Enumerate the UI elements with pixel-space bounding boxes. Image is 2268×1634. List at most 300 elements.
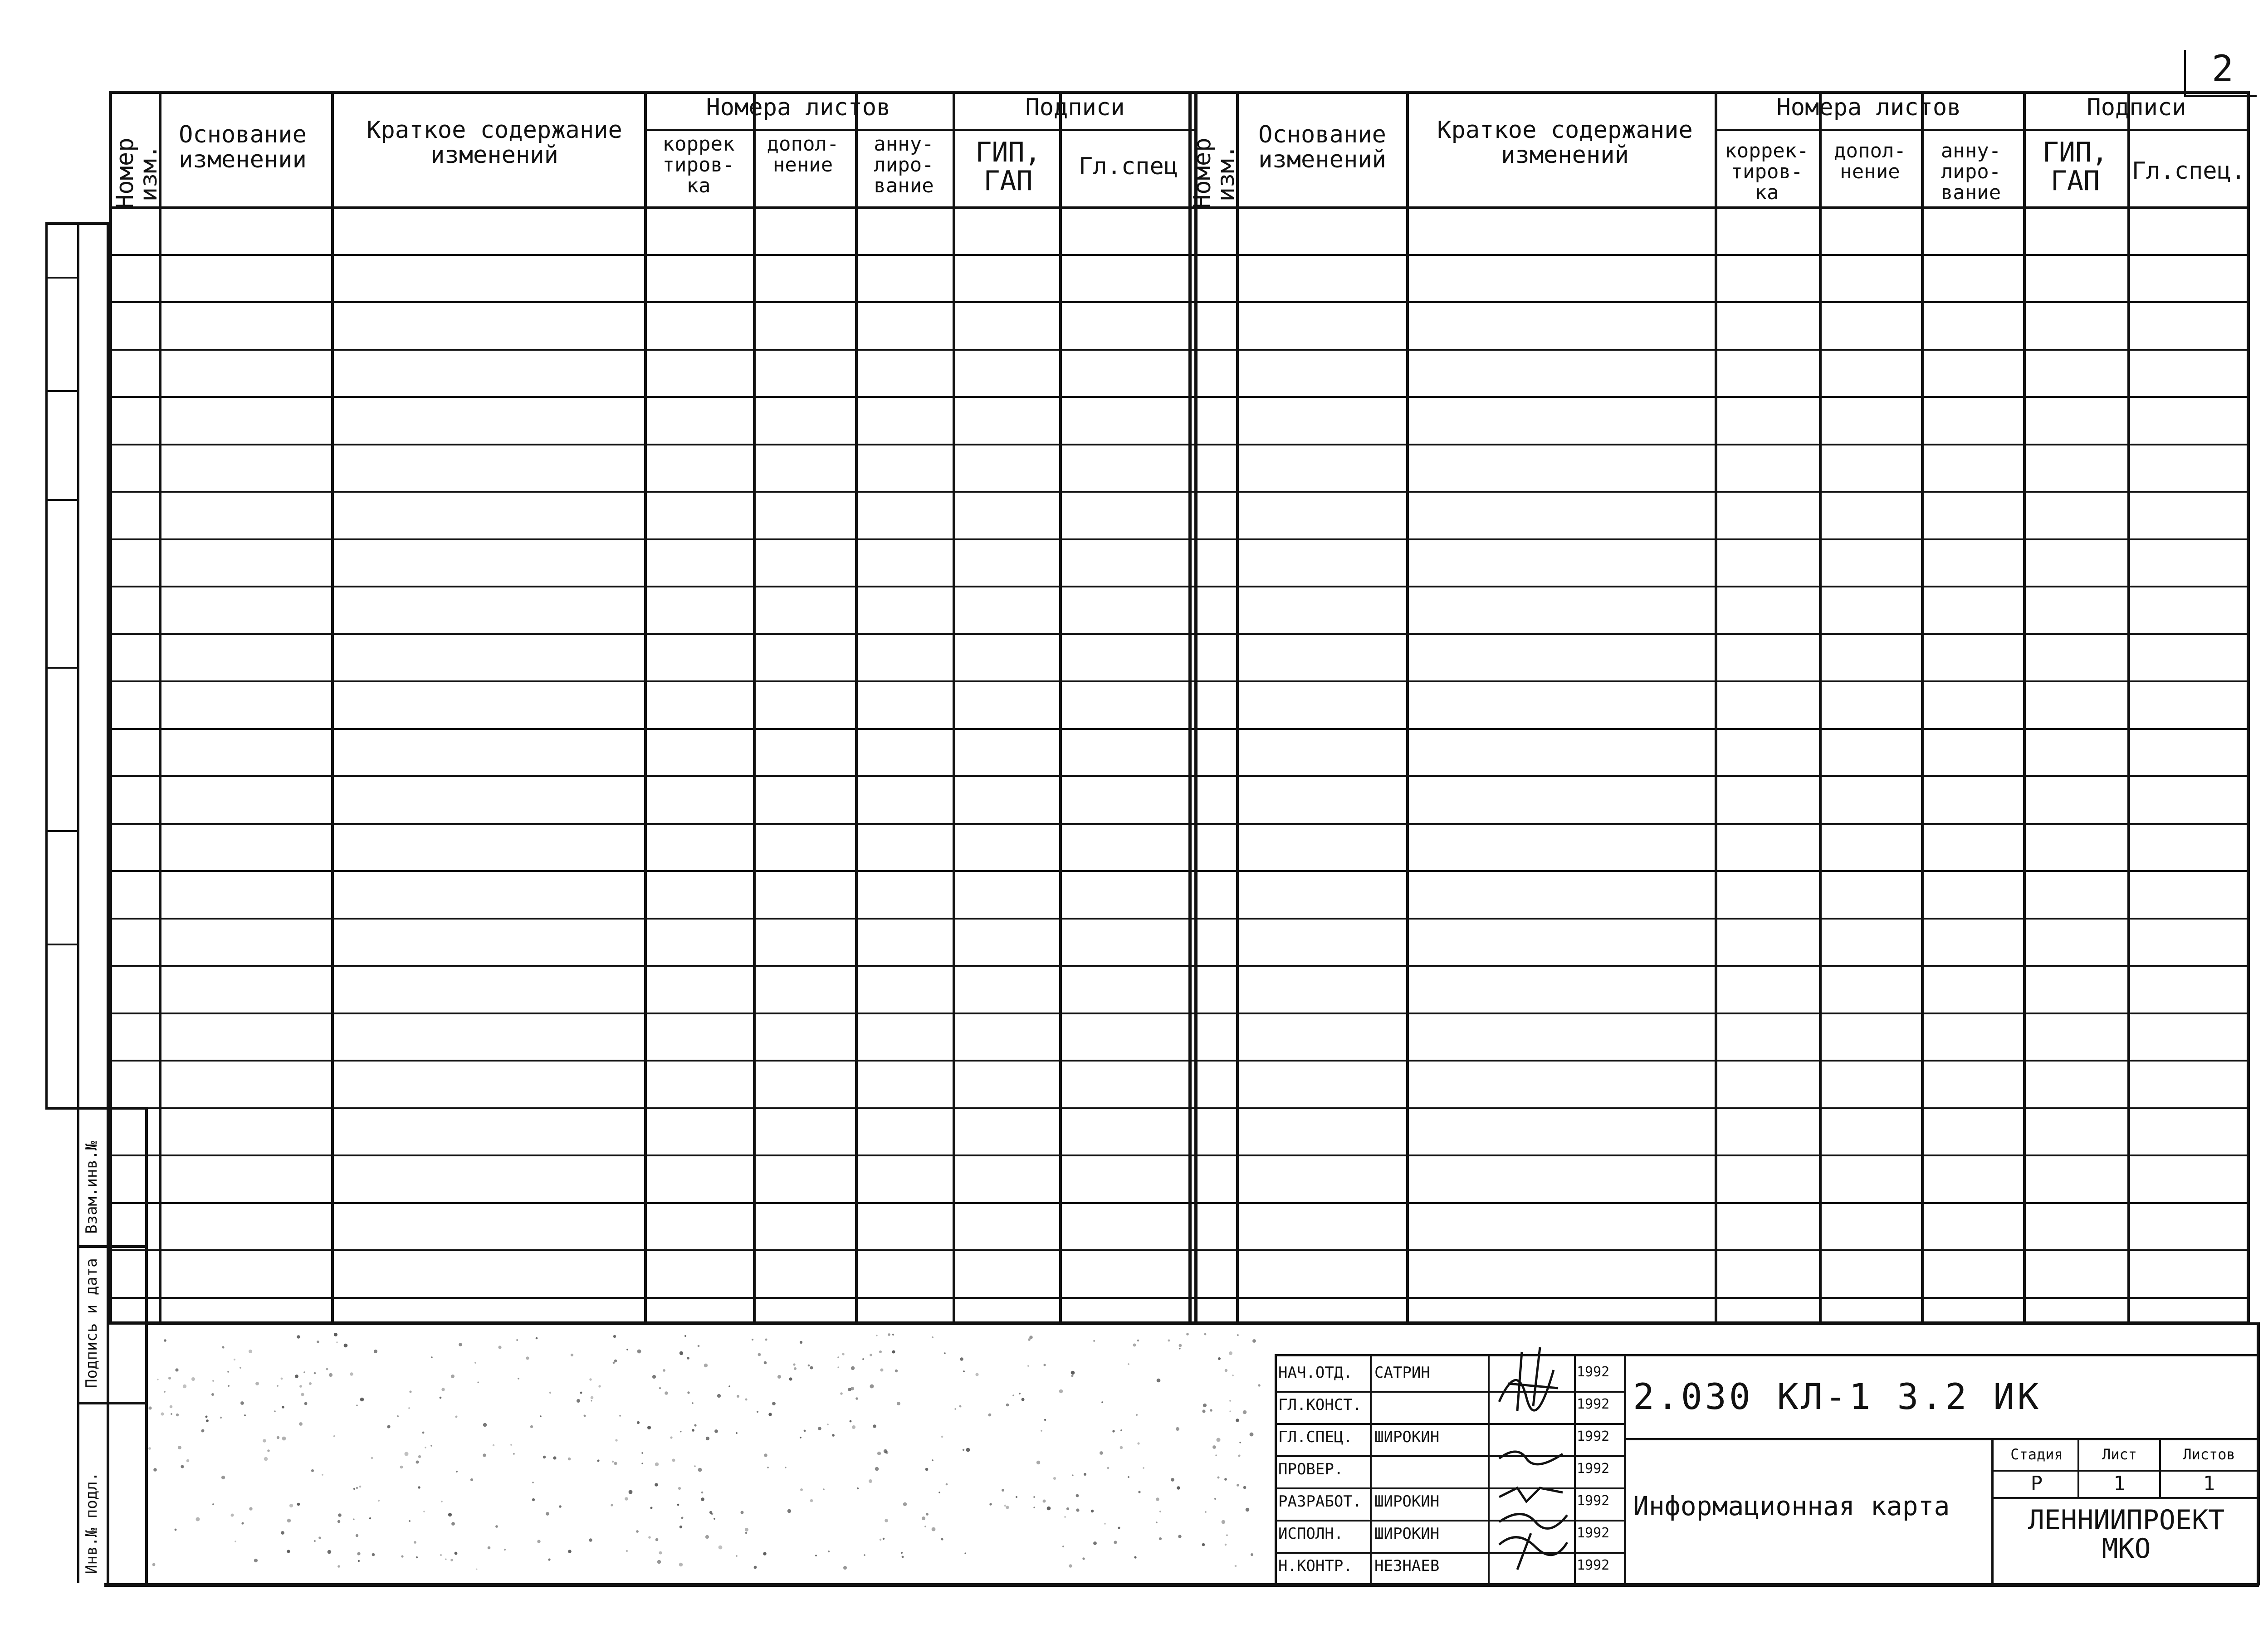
staff-name: НЕЗНАЕВ — [1374, 1557, 1440, 1575]
scan-speck — [1252, 1339, 1256, 1343]
scan-speck — [327, 1550, 332, 1554]
scan-speck — [157, 1379, 158, 1380]
scan-speck — [287, 1550, 290, 1553]
scan-speck — [441, 1501, 442, 1502]
scan-speck — [1202, 1409, 1205, 1413]
scan-speck — [1114, 1541, 1117, 1544]
left-header-signatures: Подписи — [1025, 94, 1125, 121]
scan-speck — [903, 1502, 907, 1506]
title-block-sheet-value: 1 — [2113, 1472, 2126, 1495]
scan-speck — [652, 1375, 656, 1379]
scan-speck — [785, 1467, 786, 1468]
title-block-doc-code: 2.030 КЛ-1 3.2 ИК — [1633, 1377, 2042, 1418]
scan-speck — [963, 1449, 964, 1451]
scan-speck — [1229, 1351, 1232, 1355]
scan-speck — [711, 1513, 714, 1515]
scan-speck — [337, 1520, 340, 1523]
scan-speck — [946, 1483, 948, 1486]
scan-speck — [768, 1413, 772, 1416]
scan-speck — [299, 1385, 302, 1388]
scan-speck — [175, 1529, 177, 1531]
scan-speck — [1159, 1511, 1161, 1512]
scan-speck — [1232, 1375, 1234, 1376]
scan-speck — [205, 1416, 208, 1418]
right-header-correction: коррек- тиров- ка — [1725, 139, 1809, 205]
scan-speck — [681, 1517, 684, 1519]
scan-speck — [405, 1452, 409, 1456]
scan-speck — [1064, 1516, 1066, 1517]
staff-name: САТРИН — [1374, 1364, 1430, 1382]
scan-speck — [1022, 1398, 1025, 1401]
scan-speck — [478, 1382, 479, 1383]
scan-speck — [1202, 1543, 1205, 1546]
staff-role: НАЧ.ОТД. — [1278, 1364, 1353, 1382]
scan-speck — [318, 1536, 321, 1539]
scan-speck — [1120, 1446, 1123, 1449]
scan-speck — [745, 1528, 748, 1531]
scan-speck — [637, 1421, 640, 1424]
scan-speck — [800, 1488, 803, 1491]
scan-speck — [1243, 1486, 1246, 1489]
scan-speck — [1227, 1535, 1228, 1536]
scan-speck — [580, 1392, 582, 1394]
scan-speck — [483, 1453, 486, 1457]
scan-speck — [450, 1559, 453, 1561]
scan-speck — [728, 1385, 730, 1387]
right-header-number-text: Номер изм. — [1189, 137, 1240, 209]
scan-speck — [959, 1405, 962, 1408]
scan-speck — [267, 1449, 270, 1452]
scan-speck — [240, 1401, 244, 1405]
scan-speck — [614, 1462, 617, 1465]
left-header-correction: коррек тиров- ка — [662, 132, 735, 198]
scan-speck — [1053, 1477, 1056, 1480]
scan-speck — [924, 1526, 926, 1527]
scan-speck — [1239, 1442, 1241, 1443]
scan-speck — [281, 1378, 283, 1380]
scan-speck — [932, 1527, 936, 1531]
scan-speck — [1059, 1389, 1063, 1394]
scan-speck — [1215, 1454, 1217, 1456]
scan-speck — [885, 1519, 888, 1522]
scan-speck — [698, 1345, 700, 1347]
scan-speck — [1069, 1564, 1072, 1568]
staff-name: ШИРОКИН — [1374, 1492, 1440, 1511]
title-block-stage-label: Стадия — [2010, 1446, 2063, 1463]
staff-date: 1992 — [1577, 1396, 1610, 1412]
staff-date: 1992 — [1577, 1525, 1610, 1541]
scan-speck — [357, 1552, 360, 1555]
scan-speck — [170, 1405, 173, 1409]
scan-speck — [504, 1549, 506, 1551]
scan-speck — [498, 1345, 501, 1349]
staff-date: 1992 — [1577, 1493, 1610, 1509]
scan-speck — [451, 1375, 455, 1378]
scan-speck — [793, 1363, 795, 1365]
title-block-stage-value: Р — [2030, 1472, 2043, 1495]
scan-speck — [220, 1417, 222, 1419]
scan-speck — [356, 1487, 358, 1489]
scan-speck — [387, 1425, 390, 1428]
scan-speck — [1012, 1394, 1014, 1396]
scan-speck — [568, 1550, 572, 1553]
title-block-sheets-value: 1 — [2203, 1472, 2215, 1495]
scan-speck — [842, 1353, 844, 1355]
scan-speck — [650, 1507, 653, 1509]
scan-speck — [895, 1370, 898, 1372]
scan-speck — [543, 1456, 546, 1458]
scan-speck — [1136, 1414, 1138, 1416]
scan-speck — [1250, 1433, 1254, 1437]
scan-speck — [1044, 1419, 1046, 1421]
scan-speck — [418, 1455, 421, 1458]
scan-speck — [1128, 1476, 1129, 1478]
scan-speck — [483, 1423, 487, 1427]
scan-speck — [358, 1560, 360, 1562]
scan-speck — [459, 1343, 462, 1346]
scan-speck — [698, 1468, 702, 1472]
scan-speck — [1002, 1489, 1004, 1492]
scan-speck — [356, 1534, 358, 1537]
scan-speck — [619, 1415, 621, 1417]
scan-speck — [1036, 1461, 1040, 1464]
title-block-sheet-label: Лист — [2102, 1446, 2137, 1463]
scan-speck — [1084, 1473, 1086, 1476]
right-header-signatures: Подписи — [2087, 94, 2186, 121]
scan-speck — [1210, 1409, 1212, 1412]
scan-speck — [470, 1478, 473, 1481]
scan-speck — [350, 1372, 353, 1376]
scan-speck — [546, 1512, 549, 1516]
scan-speck — [1133, 1344, 1136, 1347]
scan-speck — [1104, 1523, 1106, 1525]
scan-speck — [1137, 1340, 1139, 1342]
scan-speck — [513, 1453, 514, 1454]
scan-speck — [714, 1518, 715, 1520]
scan-speck — [409, 1520, 411, 1522]
scan-speck — [240, 1367, 241, 1369]
scan-speck — [1243, 1410, 1247, 1414]
scan-speck — [372, 1553, 375, 1556]
scan-speck — [1237, 1484, 1239, 1487]
scan-speck — [828, 1551, 830, 1552]
scan-speck — [800, 1437, 802, 1438]
scan-speck — [440, 1554, 442, 1556]
scan-speck — [540, 1415, 541, 1417]
scan-speck — [926, 1513, 929, 1516]
scan-speck — [964, 1552, 966, 1554]
scan-speck — [719, 1546, 723, 1550]
scan-speck — [1128, 1363, 1129, 1365]
scan-speck — [553, 1456, 556, 1459]
scan-speck — [655, 1463, 659, 1466]
scan-speck — [304, 1402, 308, 1405]
scan-speck — [925, 1468, 929, 1471]
scan-speck — [1143, 1467, 1144, 1469]
scan-speck — [536, 1337, 538, 1340]
scan-speck — [311, 1469, 314, 1472]
scan-speck — [282, 1437, 286, 1441]
scan-speck — [1072, 1474, 1073, 1476]
scan-speck — [516, 1339, 518, 1340]
scan-speck — [704, 1364, 708, 1367]
scan-speck — [336, 1341, 337, 1343]
scan-speck — [764, 1361, 767, 1365]
staff-role: РАЗРАБОТ. — [1278, 1492, 1362, 1511]
scan-speck — [254, 1559, 258, 1562]
scan-speck — [818, 1427, 821, 1430]
staff-name: ШИРОКИН — [1374, 1525, 1440, 1543]
scan-speck — [1093, 1541, 1097, 1545]
scan-speck — [322, 1474, 323, 1476]
scan-speck — [178, 1446, 181, 1449]
scan-speck — [862, 1358, 864, 1360]
scan-speck — [297, 1335, 300, 1338]
scan-speck — [892, 1350, 895, 1354]
staff-date: 1992 — [1577, 1364, 1610, 1380]
scan-speck — [877, 1452, 881, 1455]
scan-speck — [295, 1375, 298, 1378]
scan-speck — [329, 1373, 332, 1377]
scan-speck — [1229, 1400, 1231, 1402]
scan-speck — [954, 1408, 956, 1409]
scan-speck — [455, 1416, 458, 1418]
scan-speck — [401, 1555, 403, 1557]
scan-speck — [1177, 1486, 1180, 1490]
scan-speck — [1203, 1404, 1207, 1407]
left-header-number-text: Номер изм. — [112, 137, 162, 209]
scan-speck — [206, 1419, 209, 1422]
staff-date: 1992 — [1577, 1461, 1610, 1477]
scan-speck — [1235, 1565, 1237, 1567]
scan-speck — [299, 1422, 303, 1426]
scan-speck — [902, 1556, 904, 1558]
scan-speck — [353, 1518, 354, 1520]
scan-speck — [414, 1541, 416, 1544]
scan-speck — [1236, 1419, 1239, 1422]
scan-speck — [1222, 1520, 1226, 1524]
scan-speck — [1225, 1369, 1227, 1372]
scan-speck — [353, 1488, 355, 1490]
side-stamp-replace-inv: Взам.инв.№ — [83, 1141, 101, 1234]
scan-speck — [301, 1393, 304, 1396]
scan-speck — [944, 1352, 945, 1354]
scan-speck — [337, 1565, 340, 1568]
scan-speck — [175, 1368, 178, 1371]
scan-speck — [418, 1486, 420, 1488]
scan-speck — [1107, 1467, 1110, 1469]
scan-speck — [1258, 1384, 1260, 1386]
scan-speck — [815, 1555, 817, 1556]
scan-speck — [171, 1413, 172, 1415]
scan-speck — [692, 1429, 694, 1432]
scan-speck — [548, 1558, 550, 1561]
scan-speck — [1224, 1478, 1227, 1481]
scan-speck — [493, 1444, 494, 1446]
scan-speck — [356, 1404, 357, 1406]
scan-speck — [249, 1350, 252, 1353]
scan-speck — [369, 1517, 371, 1519]
scan-speck — [772, 1402, 776, 1405]
scan-speck — [694, 1424, 696, 1426]
scan-speck — [183, 1384, 186, 1388]
scan-speck — [611, 1504, 613, 1506]
scan-speck — [1204, 1333, 1207, 1336]
scan-speck — [1229, 1410, 1231, 1412]
scan-speck — [474, 1362, 476, 1364]
scan-speck — [714, 1429, 718, 1433]
scan-speck — [1043, 1500, 1046, 1503]
scan-speck — [705, 1535, 709, 1539]
scan-speck — [1134, 1556, 1136, 1558]
scan-speck — [227, 1371, 229, 1373]
scan-speck — [677, 1504, 679, 1506]
left-header-summary: Краткое содержание изменений — [367, 117, 622, 169]
scan-speck — [879, 1350, 882, 1353]
scan-speck — [1043, 1364, 1046, 1366]
right-header-addition: допол- нение — [1834, 139, 1906, 184]
scan-speck — [641, 1452, 643, 1453]
scan-speck — [589, 1378, 591, 1380]
scan-speck — [876, 1335, 877, 1336]
scan-speck — [869, 1479, 872, 1483]
scan-speck — [679, 1563, 683, 1566]
scan-speck — [670, 1436, 672, 1438]
scan-speck — [430, 1445, 432, 1447]
scan-speck — [850, 1387, 854, 1390]
scan-speck — [672, 1459, 675, 1462]
scan-speck — [152, 1563, 156, 1566]
scan-speck — [794, 1367, 797, 1370]
staff-role: ИСПОЛН. — [1278, 1525, 1344, 1543]
scan-speck — [626, 1550, 628, 1552]
staff-date: 1992 — [1577, 1429, 1610, 1444]
scan-speck — [222, 1346, 224, 1348]
scan-speck — [597, 1459, 599, 1462]
scan-speck — [360, 1398, 364, 1402]
scan-speck — [960, 1357, 963, 1361]
scan-speck — [374, 1350, 377, 1353]
title-block-organization: ЛЕННИИПРОЕКТ МКО — [2028, 1504, 2225, 1565]
scan-speck — [148, 1447, 151, 1450]
scan-speck — [1179, 1344, 1182, 1347]
scan-speck — [679, 1351, 683, 1355]
scan-speck — [153, 1468, 157, 1472]
scan-speck — [537, 1540, 540, 1543]
left-header-addition: допол- нение — [767, 132, 839, 177]
scan-speck — [648, 1536, 651, 1539]
scan-speck — [303, 1371, 305, 1373]
scan-speck — [1062, 1546, 1064, 1547]
scan-speck — [1212, 1445, 1216, 1449]
scan-speck — [701, 1497, 704, 1501]
left-header-gip: ГИП, ГАП — [975, 137, 1041, 197]
scan-speck — [1071, 1371, 1075, 1375]
scan-speck — [1138, 1491, 1140, 1493]
scan-speck — [679, 1526, 682, 1528]
scan-speck — [334, 1333, 337, 1336]
scan-specks — [148, 1333, 1261, 1570]
scan-speck — [241, 1522, 244, 1524]
scan-speck — [1041, 1430, 1042, 1432]
scan-speck — [1093, 1340, 1095, 1341]
scan-speck — [1159, 1537, 1162, 1540]
scan-speck — [757, 1411, 758, 1413]
scan-speck — [663, 1369, 665, 1372]
scan-speck — [1066, 1507, 1069, 1510]
scan-speck — [687, 1357, 689, 1360]
scan-speck — [736, 1432, 738, 1434]
side-stamp-sign-date: Подпись и дата — [83, 1258, 101, 1388]
scan-speck — [1029, 1336, 1033, 1339]
title-block-sheets-label: Листов — [2183, 1446, 2235, 1463]
scan-speck — [221, 1476, 225, 1479]
scan-speck — [1178, 1535, 1181, 1538]
scan-speck — [615, 1439, 617, 1441]
scan-speck — [344, 1344, 348, 1348]
scan-speck — [456, 1471, 458, 1473]
scan-speck — [745, 1532, 748, 1534]
scan-speck — [1120, 1429, 1122, 1431]
staff-role: ГЛ.КОНСТ. — [1278, 1396, 1362, 1414]
scan-speck — [228, 1385, 230, 1387]
scan-speck — [1251, 1553, 1253, 1556]
scan-speck — [440, 1397, 442, 1399]
scan-speck — [629, 1490, 633, 1494]
right-header-annulment: анну- лиро- вание — [1941, 139, 2001, 205]
scan-speck — [408, 1407, 410, 1409]
scan-speck — [1047, 1507, 1051, 1511]
scan-speck — [416, 1556, 418, 1558]
scan-speck — [186, 1459, 190, 1463]
scan-speck — [530, 1425, 533, 1428]
scan-speck — [880, 1369, 884, 1372]
scan-speck — [161, 1412, 164, 1415]
scan-speck — [1112, 1430, 1114, 1432]
scan-speck — [706, 1437, 709, 1440]
scan-speck — [317, 1340, 319, 1343]
scan-speck — [810, 1499, 813, 1502]
scan-speck — [989, 1503, 992, 1505]
scan-speck — [445, 1559, 447, 1560]
scan-speck — [532, 1482, 534, 1483]
scan-speck — [249, 1507, 252, 1510]
scan-speck — [1179, 1348, 1180, 1349]
scan-speck — [800, 1341, 802, 1344]
scan-speck — [532, 1498, 535, 1501]
scan-speck — [196, 1517, 200, 1521]
scan-speck — [431, 1356, 432, 1358]
scan-speck — [1186, 1333, 1189, 1336]
right-header-gip: ГИП, ГАП — [2042, 137, 2108, 197]
scan-speck — [422, 1432, 425, 1434]
staff-role: ПРОВЕР. — [1278, 1460, 1344, 1478]
scan-speck — [476, 1569, 478, 1570]
scan-speck — [441, 1388, 445, 1391]
scan-speck — [767, 1467, 769, 1468]
scan-speck — [1071, 1375, 1074, 1377]
scan-speck — [598, 1385, 601, 1387]
left-header-basis: Основание изменении — [179, 121, 307, 173]
scan-speck — [655, 1538, 659, 1541]
scan-speck — [741, 1511, 744, 1514]
left-header-sheet-numbers: Номера листов — [706, 94, 891, 121]
scan-speck — [1006, 1506, 1009, 1509]
scan-speck — [659, 1551, 662, 1555]
scan-speck — [1168, 1340, 1170, 1342]
scan-speck — [274, 1410, 276, 1412]
scan-speck — [282, 1406, 284, 1409]
